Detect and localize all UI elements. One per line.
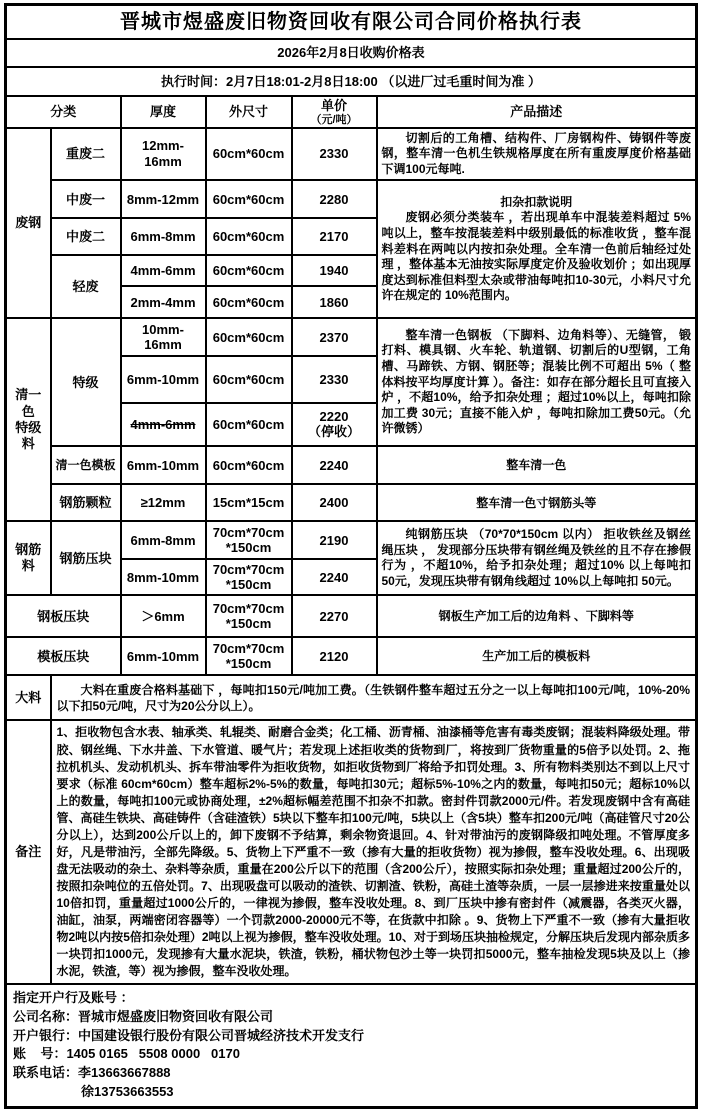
table-row [6,180,697,218]
document-page [0,3,702,1100]
group-label-special-line2: 特级料 [15,419,42,452]
table-row [6,675,697,720]
category-name: 特级 [51,318,121,446]
group-label-special-line1: 清一色 [15,387,42,419]
category-name-plate-block: 钢板压块 [6,595,121,637]
notes-text: 1、拒收物包含水表、轴承类、轧辊类、耐磨合金类；化工桶、沥青桶、油漆桶等危害有毒类废钢；混装料降级处理。带胶、钢丝绳、下水井盖、下水管道、暖气片；若发现上述拒收类的货物到厂，将按到厂货物重量的5倍予以处罚。2、拖拉机机头、发动机机头、拆车带油零件为拒收货物，如拒收货物到厂将给予扣罚处理。3、所有物料类别达不到以上尺寸要求（标准 60cm*60cm）整车超标2%-5%的数量，每吨扣30元；超标5%-10%之内的数量，每吨扣50元；超标10%以上的数量，每吨扣100元或协商处理，±2%超标幅差范围不扣杂不扣款。密封件罚款2000元/件。若发现废钢中含有高硅管、高硅生铁块、高硅铸件（含硅渣铁）5块以下整车扣100元/吨，5块以上（含5块）整车扣200元/吨（高硅管尺寸20公分以上），达到200公斤以上的，卸下废钢不予结算，剩余物资退回。4、针对带油污的废钢降级扣吨处理。不管厚度多好，凡是带油污，全部先降级。5、货物上下严重不一致（掺有大量的拒收货物）视为掺假，整车没收处理。6、出现吸盘无法吸动的杂土、杂料等杂质，重量在200公斤以下的范围（含200公斤），按照实际扣杂处理；重量超过200公斤的，按照扣杂吨位的五倍处罚。7、出现吸盘可以吸动的渣铁、切割渣、铁粉，高硅土渣等杂质，一层一层掺进来按重量处以10倍扣罚，重量超过1000公斤的，一律视为掺假，整车没收处理。8、到厂压块中掺有密封件（减震器，各类灭火器，油缸，油泵，两端密闭容器等）一个罚款2000-20000元不等，在货款中扣除 。9、货物上下严重不一致（掺有大量拒收物2吨以内按5倍扣杂处理）2吨以上视为掺假，整车没收处理。10、对于到场压块抽检规定，分解压块后发现内部杂质多一块罚扣1000元，发现掺有大量水泥块，铁渣，铁粉，桶状物包沙土等一块罚扣5000元，整车抽检发现5块及以上（掺水泥，铁渣，等）视为掺假，整车没收处理。 [56,725,690,978]
product-description: 生产加工后的模板料 [377,637,697,675]
size-value: 60cm*60cm [206,318,292,356]
price-value: 2400 [292,484,377,521]
product-description: 整车清一色 [377,446,697,484]
size-value: 60cm*60cm [206,180,292,218]
price-value: 1860 [292,286,377,318]
thickness-value [121,403,206,446]
category-name: 重废二 [51,128,121,181]
execution-time: 执行时间：2月7日18:01-2月8日18:00 （以进厂过毛重时间为准 ） [6,67,697,96]
price-value: 2120 [292,637,377,675]
price-value: 2170 [292,218,377,255]
price-value [292,403,377,446]
account-number-line: 账 号：1405 0165 5508 0000 0170 [13,1046,240,1062]
size-value: 60cm*60cm [206,218,292,255]
contact-phone-line-2: 徐13753663553 [81,1084,174,1100]
size-value: 70cm*70cm *150cm [206,637,292,675]
price-value: 2190 [292,521,377,559]
size-value: 60cm*60cm [206,356,292,403]
size-value: 60cm*60cm [206,286,292,318]
description-text: 整车清一色钢板 （下脚料、边角料等）、无缝管， 锻打料、模具钢、火车轮、轨道钢、切割后的U型钢，工角槽、马蹄铁、方钢、钢胚等；混装比例不可超出 5%（ 整体料按平均厚度计算 ）。备注：如存在部分超长且可直接入炉 ，不超10%，给予扣杂处理 ；超过10%以上，每吨扣除加工费 30元；直接不能入炉 ，每吨扣除加工费50元。（允许微锈） [381,327,691,436]
size-value: 60cm*60cm [206,403,292,446]
category-name: 轻废 [51,255,121,318]
group-label-notes: 备注 [6,720,51,983]
group-label-rebar: 钢筋料 [6,521,51,595]
col-header-price-line2: （元/吨） [310,113,358,126]
thickness-value: 12mm-16mm [121,128,206,181]
size-value: 70cm*70cm *150cm [206,559,292,595]
page-title: 晋城市煜盛废旧物资回收有限公司合同价格执行表 [6,5,697,40]
deduction-note-text: 废钢必须分类装车 ，若出现单车中混装差料超过 5%吨以上，整车按混装差料中级别最低的标准收货 ，整车混料差料在两吨以内按扣杂处理。全车清一色前后轴经过处理 ，整体基本无油按实际厚度定价及验收划价 ；如出现厚度达到标准但料型太杂或带油每吨扣10-30元，小料尺寸允许在规定的 10%范围内。 [381,210,691,303]
thickness-value: ＞6mm [121,595,206,637]
price-value: 2240 [292,559,377,595]
col-header-category: 分类 [6,96,121,128]
size-value: 60cm*60cm [206,255,292,286]
table-row [6,637,697,675]
price-value: 1940 [292,255,377,286]
thickness-strikethrough: 4mm-6mm [130,417,196,433]
description-text: 切割后的工角槽、结构件、厂房钢构件、铸钢件等废钢，整车清一色机生铁规格厚度在所有重废厚度价格基础下调100元每吨. [381,130,691,176]
price-value: 2240 [292,446,377,484]
page-subtitle: 2026年2月8日收购价格表 [6,39,697,67]
category-name: 钢筋颗粒 [51,484,121,521]
bank-info-section [6,984,697,1108]
price-value: 2270 [292,595,377,637]
thickness-value: 8mm-12mm [121,180,206,218]
thickness-value: ≥12mm [121,484,206,521]
thickness-value: 6mm-10mm [121,637,206,675]
group-label-special [6,318,51,521]
category-name: 中废二 [51,218,121,255]
thickness-value: 6mm-8mm [121,218,206,255]
size-value: 70cm*70cm *150cm [206,521,292,559]
bank-info-heading: 指定开户行及账号 ： [13,989,134,1005]
col-header-price-line1: 单价 [320,98,347,113]
product-description: 整车清一色寸钢筋头等 [377,484,697,521]
price-suspended-note: （停收） [307,423,360,439]
product-description [377,180,697,318]
price-value: 2330 [292,128,377,181]
thickness-value: 6mm-10mm [121,446,206,484]
large-material-text: 大料在重废合格料基础下 ，每吨扣150元/吨加工费。（生铁钢件整车超过五分之一以上每吨扣100元/吨，10%-20% 以下扣50元/吨，尺寸为20公分以上）。 [56,682,690,713]
thickness-value: 6mm-8mm [121,521,206,559]
price-value: 2330 [292,356,377,403]
thickness-value: 8mm-10mm [121,559,206,595]
table-row [6,446,697,484]
col-header-price [292,96,377,128]
price-value: 2370 [292,318,377,356]
thickness-value: 2mm-4mm [121,286,206,318]
col-header-size: 外尺寸 [206,96,292,128]
size-value: 15cm*15cm [206,484,292,521]
deduction-note-title: 扣杂扣款说明 [500,194,573,209]
table-row [6,128,697,181]
thickness-value: 10mm-16mm [121,318,206,356]
thickness-value: 6mm-10mm [121,356,206,403]
notes-section [51,720,697,983]
product-description [377,318,697,446]
table-row [6,984,697,1108]
size-value: 60cm*60cm [206,446,292,484]
table-row [6,484,697,521]
table-row [6,720,697,983]
col-header-thickness: 厚度 [121,96,206,128]
product-description [377,521,697,595]
table-row [6,595,697,637]
table-row [6,521,697,559]
contact-phone-line: 联系电话：李13663667888 [13,1065,171,1081]
price-number: 2220 [319,409,349,425]
product-description [377,128,697,181]
category-name: 中废一 [51,180,121,218]
size-value: 60cm*60cm [206,128,292,181]
large-material-note [51,675,697,720]
category-name: 清一色模板 [51,446,121,484]
price-value: 2280 [292,180,377,218]
description-text: 纯钢筋压块 （70*70*150cm 以内） 拒收铁丝及钢丝绳压块 ， 发现部分压块带有钢丝绳及铁丝的且不存在掺假行为 ，不超10%，给予扣杂处理；超过10% 以上每吨扣 50元，发现压块带有钢角线超过 10%以上每吨扣 50元。 [381,527,691,589]
col-header-desc: 产品描述 [377,96,697,128]
company-name-line: 公司名称：晋城市煜盛废旧物资回收有限公司 [13,1008,274,1024]
category-name-template-block: 模板压块 [6,637,121,675]
size-value: 70cm*70cm *150cm [206,595,292,637]
bank-name-line: 开户银行：中国建设银行股份有限公司晋城经济技术开发支行 [13,1027,365,1043]
group-label-scrap-steel: 废钢 [6,128,51,319]
price-table [4,3,698,1109]
group-label-large-material: 大料 [6,675,51,720]
category-name: 钢筋压块 [51,521,121,595]
thickness-value: 4mm-6mm [121,255,206,286]
table-row [6,318,697,356]
product-description: 钢板生产加工后的边角料 、下脚料等 [377,595,697,637]
